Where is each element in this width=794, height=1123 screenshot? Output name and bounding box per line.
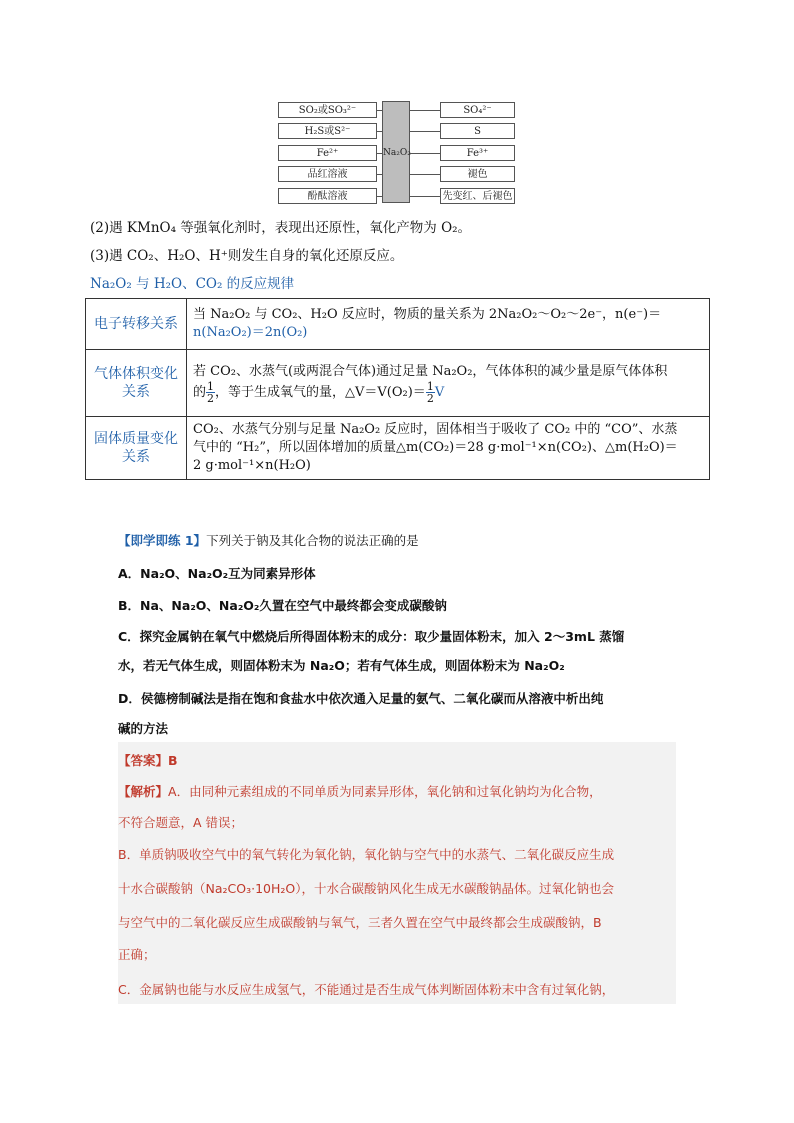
option-c-line2: 水，若无气体生成，则固体粉末为 Na₂O；若有气体生成，则固体粉末为 Na₂O₂: [118, 658, 565, 673]
diagram-right-2: S: [440, 123, 515, 139]
diagram-left-4: 品红溶液: [278, 166, 377, 182]
explanation-a2: 不符合题意，A 错误；: [118, 815, 244, 830]
question-stem: 【即学即练 1】下列关于钠及其化合物的说法正确的是: [118, 533, 419, 548]
diagram-right-1: SO₄²⁻: [440, 102, 515, 118]
option-d-line1: D．侯德榜制碱法是指在饱和食盐水中依次通入足量的氨气、二氧化碳而从溶液中析出纯: [118, 691, 604, 706]
row-key-mass: 固体质量变化 关系: [86, 417, 187, 480]
option-b: B．Na、Na₂O、Na₂O₂久置在空气中最终都会变成碳酸钠: [118, 598, 447, 613]
option-c-line1: C．探究金属钠在氧气中燃烧后所得固体粉末的成分：取少量固体粉末，加入 2～3mL 蒸馏: [118, 629, 625, 644]
option-d-line2: 碱的方法: [118, 721, 169, 736]
diagram-right-4: 褪色: [440, 166, 515, 182]
explanation-b1: B．单质钠吸收空气中的氧气转化为氧化钠，氧化钠与空气中的水蒸气、二氧化碳反应生成: [118, 847, 615, 862]
diagram-right-5: 先变红、后褪色: [440, 188, 515, 204]
point-2: (2)遇 KMnO₄ 等强氧化剂时，表现出还原性，氧化产物为 O₂。: [90, 220, 472, 236]
explanation-a1: 【解析】A．由同种元素组成的不同单质为同素异形体，氧化钠和过氧化钠均为化合物，: [118, 784, 602, 799]
table-row: [86, 350, 710, 417]
row-value-mass: CO₂、水蒸气分别与足量 Na₂O₂ 反应时，固体相当于吸收了 CO₂ 中的 “CO”、水蒸 气中的 “H₂”，所以固体增加的质量△m(CO₂)＝28 g·mol⁻¹×n(CO₂)、△m(H₂O)＝ 2 g·mol⁻¹×n(H₂O): [187, 417, 710, 480]
diagram-left-5: 酚酞溶液: [278, 188, 377, 204]
explanation-c1: C．金属钠也能与水反应生成氢气，不能通过是否生成气体判断固体粉末中含有过氧化钠，: [118, 982, 615, 997]
row-value-electron: 当 Na₂O₂ 与 CO₂、H₂O 反应时，物质的量关系为 2Na₂O₂～O₂～2e⁻，n(e⁻)＝ n(Na₂O₂)＝2n(O₂): [187, 299, 710, 350]
answer-line: 【答案】B: [118, 753, 178, 768]
diagram-center-na2o2: Na₂O₂: [382, 101, 410, 203]
option-a: A．Na₂O、Na₂O₂互为同素异形体: [118, 566, 316, 581]
diagram-left-2: H₂S或S²⁻: [278, 123, 377, 139]
point-3: (3)遇 CO₂、H₂O、H⁺则发生自身的氧化还原反应。: [90, 248, 404, 264]
reaction-rules-table: [85, 298, 710, 480]
explanation-b3: 与空气中的二氧化碳反应生成碳酸钠与氧气，三者久置在空气中最终都会生成碳酸钠，B: [118, 915, 602, 930]
diagram-left-3: Fe²⁺: [278, 145, 377, 161]
table-row: [86, 417, 710, 480]
diagram-left-1: SO₂或SO₃²⁻: [278, 102, 377, 118]
row-value-volume: 若 CO₂、水蒸气(或两混合气体)通过足量 Na₂O₂，气体体积的减少量是原气体体积 的 $\frac{1}{2}$ ，等于生成氧气的量，△V＝V(O₂)＝ $\frac{1}{2}$ V: [187, 350, 710, 417]
row-key-volume: 气体体积变化 关系: [86, 350, 187, 417]
table-row: [86, 299, 710, 350]
diagram-right-3: Fe³⁺: [440, 145, 515, 161]
subheading: Na₂O₂ 与 H₂O、CO₂ 的反应规律: [90, 276, 295, 292]
explanation-b2: 十水合碳酸钠（Na₂CO₃·10H₂O），十水合碳酸钠风化生成无水碳酸钠晶体。过氧化钠也会: [118, 881, 614, 896]
explanation-b4: 正确；: [118, 947, 156, 962]
row-key-electron: 电子转移关系: [86, 299, 187, 350]
